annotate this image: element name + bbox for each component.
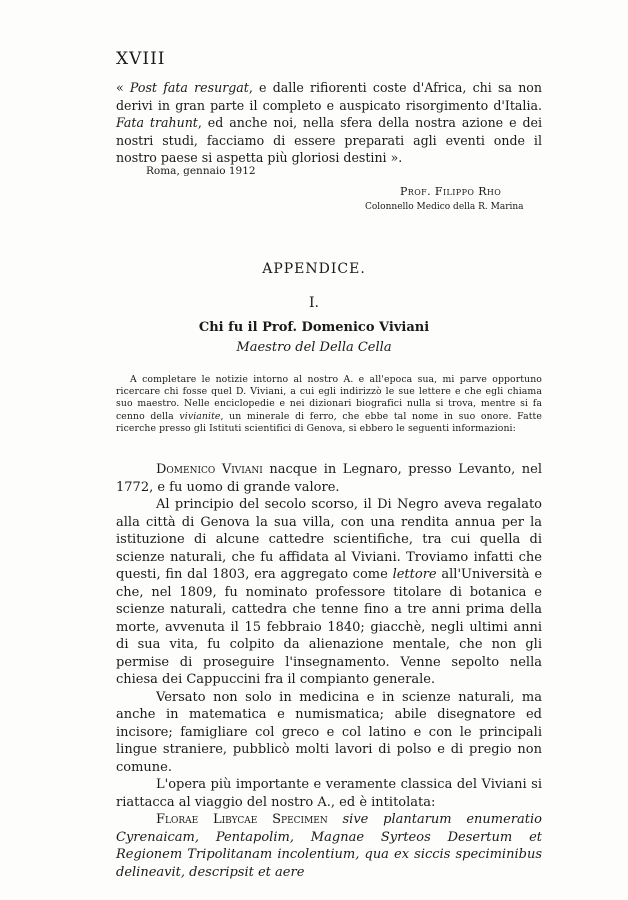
signature-role: Colonnello Medico della R. Marina	[365, 202, 524, 212]
date-line: Roma, gennaio 1912	[146, 165, 256, 177]
section-subtitle: Maestro del Della Cella	[236, 340, 392, 355]
paragraph-4: L'opera più importante e veramente classica del Viviani si riattacca al viaggio del nostro A., ed è intitolata:	[116, 777, 542, 810]
paragraph-2	[116, 496, 542, 689]
book-title-continuation: sive plantarum enumeratio Cyrenaicam, Pentapolim, Magnae Syrteos Desertum et Regionem Tripolitanam incolentium, qua ex siccis speciminibus delineavit, descripsit et aere	[116, 812, 542, 880]
quote-text-2: , ed anche noi, nella sfera della nostra azione e dei nostri studi, facciamo di essere preparati agli eventi onde il nostro paese si aspetta più gloriosi destini ».	[116, 115, 542, 166]
intro-note	[116, 374, 542, 435]
paragraph-2-text-1: Al principio del secolo scorso, il Di Negro aveva regalato alla città di Genova la sua villa, con una rendita annua per la istituzione di alcune cattedre scientifiche, tra cui quella di scienze naturali, che fu affidata al Viviani. Troviamo infatti che questi, fin dal 1803, era aggregato come	[116, 497, 542, 582]
quote-latin-2: Fata trahunt	[116, 115, 198, 131]
paragraph-5	[116, 811, 542, 881]
paragraph-2-italic: lettore	[392, 567, 437, 582]
paragraph-1-text: nacque in Legnaro, presso Levanto, nel 1772, e fu uomo di grande valore.	[116, 462, 542, 495]
signature-name: Prof. Filippo Rho	[400, 185, 502, 198]
page-number: XVIII	[116, 49, 166, 69]
appendix-heading: APPENDICE.	[262, 261, 366, 277]
intro-note-text-1: A completare le notizie intorno al nostro A. e all'epoca sua, mi parve opportuno ricercare chi fosse quel D. Viviani, a cui egli indirizzò le sue lettere e che egli chiama suo maestro. Nelle enciclopedie e nei dizionari biografici nulla si trova, mentre si fa cenno della	[116, 374, 542, 422]
quote-text-1: , e dalle rifiorenti coste d'Africa, chi sa non derivi in gran parte il completo e auspicato risorgimento d'Italia.	[116, 80, 542, 113]
section-number: I.	[309, 295, 319, 311]
book-title: Florae Libycae Specimen	[156, 812, 328, 827]
closing-quote	[116, 79, 542, 167]
quote-latin-1: Post fata resurgat	[129, 80, 249, 95]
paragraph-1	[116, 461, 542, 496]
paragraph-2-text-2: all'Università e che, nel 1809, fu nominato professore titolare di botanica e scienze naturali, cattedra che tenne fino a tre anni prima della morte, avvenuta il 15 febbraio 1840; giacchè, negli ultimi anni di sua vita, fu colpito da alienazione mentale, che non gli permise di proseguire l'insegnamento. Venne sepolto nella chiesa dei Cappuccini fra il compianto generale.	[116, 567, 543, 687]
intro-note-italic: vivianite	[179, 410, 221, 422]
body-text	[116, 461, 542, 881]
person-name: Domenico Viviani	[156, 462, 263, 477]
quote-open: «	[116, 80, 130, 95]
section-title: Chi fu il Prof. Domenico Viviani	[198, 320, 430, 335]
intro-note-text-2: , un minerale di ferro, che ebbe tal nome in suo onore. Fatte ricerche presso gli Istituti scientifici di Genova, si ebbero le seguenti informazioni:	[116, 410, 542, 434]
paragraph-3: Versato non solo in medicina e in scienze naturali, ma anche in matematica e numismatica; abile disegnatore ed incisore; famigliare col greco e col latino e con le principali lingue straniere, pubblicò molti lavori di polso e di pregio non comune.	[116, 689, 542, 775]
